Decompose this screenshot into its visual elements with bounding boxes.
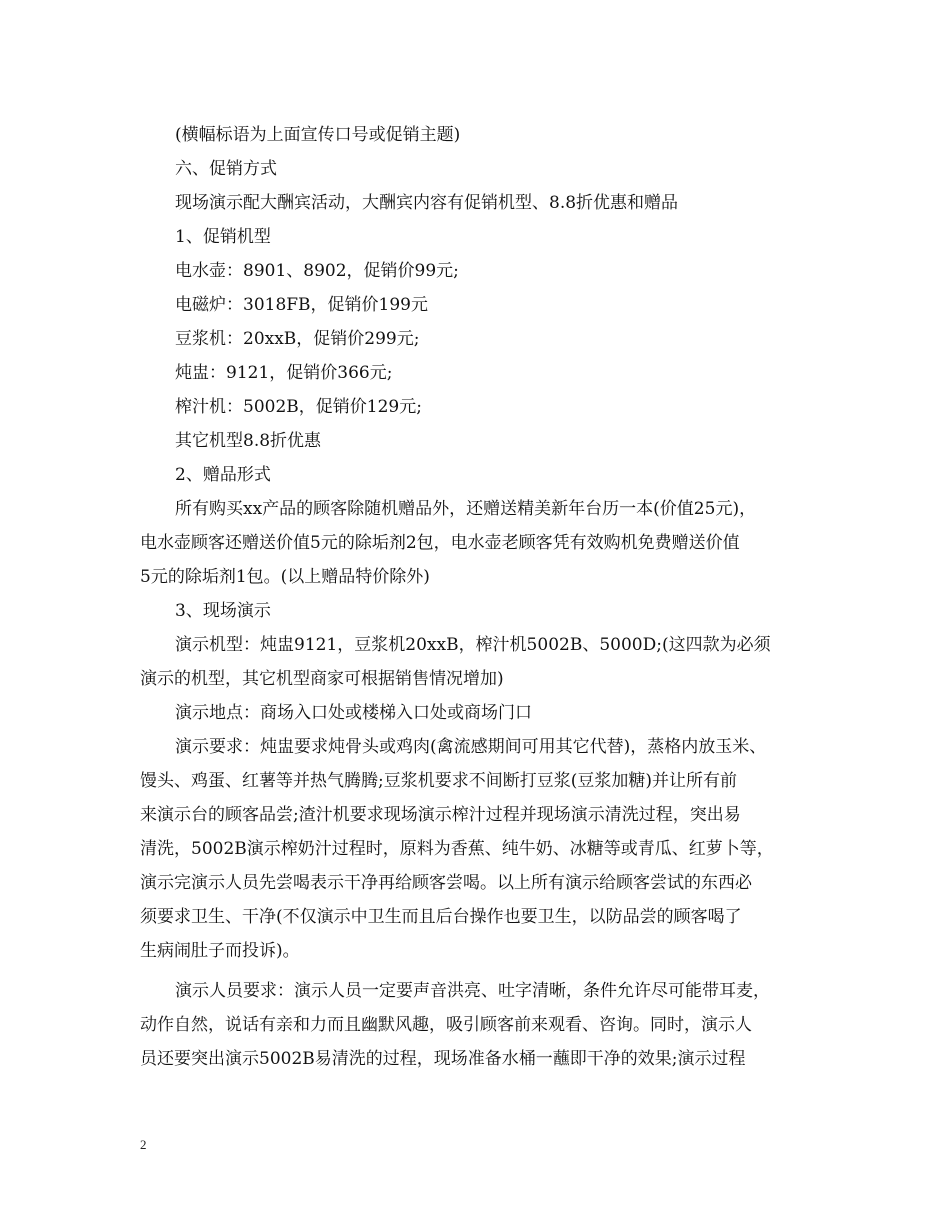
text-line: 5元的除垢剂1包。(以上赠品特价除外) — [140, 567, 430, 587]
text-line: 电水壶：8901、8902，促销价99元; — [175, 261, 459, 281]
page-number: 2 — [140, 1137, 147, 1152]
subsection-heading: 3、现场演示 — [175, 601, 271, 621]
text-line: 电磁炉：3018FB，促销价199元 — [175, 295, 428, 315]
document-body — [140, 118, 820, 1076]
text-line: 现场演示配大酬宾活动，大酬宾内容有促销机型、8.8折优惠和赠品 — [175, 193, 679, 213]
subsection-heading: 1、促销机型 — [175, 227, 271, 247]
text-line: 员还要突出演示5002B易清洗的过程，现场准备水桶一蘸即干净的效果;演示过程 — [140, 1049, 746, 1069]
text-line: 馒头、鸡蛋、红薯等并热气腾腾;豆浆机要求不间断打豆浆(豆浆加糖)并让所有前 — [140, 771, 737, 791]
text-line: 演示机型：炖盅9121，豆浆机20xxB，榨汁机5002B、5000D;(这四款为必须 — [175, 635, 771, 655]
text-line: 豆浆机：20xxB，促销价299元; — [175, 329, 420, 349]
text-line: (横幅标语为上面宣传口号或促销主题) — [175, 125, 461, 145]
text-line: 须要求卫生、干净(不仅演示中卫生而且后台操作也要卫生，以防品尝的顾客喝了 — [140, 907, 742, 927]
text-line: 演示人员要求：演示人员一定要声音洪亮、吐字清晰，条件允许尽可能带耳麦， — [175, 981, 770, 1001]
text-line: 演示地点：商场入口处或楼梯入口处或商场门口 — [175, 703, 532, 723]
text-line: 演示的机型，其它机型商家可根据销售情况增加) — [140, 669, 504, 689]
text-line: 电水壶顾客还赠送价值5元的除垢剂2包，电水壶老顾客凭有效购机免费赠送价值 — [140, 533, 740, 553]
text-line: 其它机型8.8折优惠 — [175, 431, 322, 451]
text-line: 所有购买xx产品的顾客除随机赠品外，还赠送精美新年台历一本(价值25元)， — [175, 499, 757, 519]
text-line: 炖盅：9121，促销价366元; — [175, 363, 393, 383]
text-line: 来演示台的顾客品尝;渣汁机要求现场演示榨汁过程并现场演示清洗过程，突出易 — [140, 805, 741, 825]
text-line: 演示要求：炖盅要求炖骨头或鸡肉(禽流感期间可用其它代替)，蒸格内放玉米、 — [175, 737, 767, 757]
text-line: 清洗，5002B演示榨奶汁过程时，原料为香蕉、纯牛奶、冰糖等或青瓜、红萝卜等， — [140, 839, 774, 859]
text-line: 生病闹肚子而投诉)。 — [140, 941, 300, 961]
subsection-heading: 2、赠品形式 — [175, 465, 271, 485]
text-line: 演示完演示人员先尝喝表示干净再给顾客尝喝。以上所有演示给顾客尝试的东西必 — [140, 873, 752, 893]
section-heading: 六、促销方式 — [175, 159, 277, 179]
text-line: 动作自然，说话有亲和力而且幽默风趣，吸引顾客前来观看、咨询。同时，演示人 — [140, 1015, 752, 1035]
text-line: 榨汁机：5002B，促销价129元; — [175, 397, 422, 417]
